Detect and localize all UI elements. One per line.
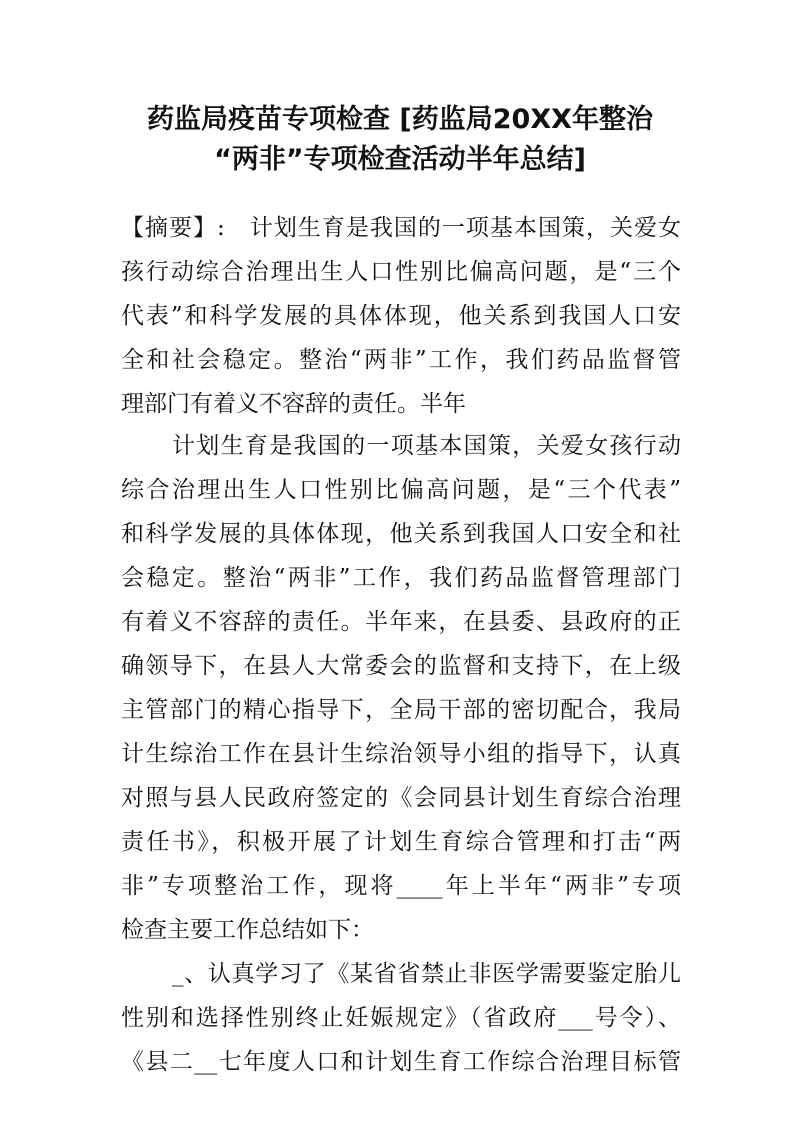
paragraph-line: 《县二__七年度人口和计划生育工作综合治理目标管 [121,1049,681,1075]
paragraph-line: 非”专项整治工作，现将____年上半年“两非”专项 [121,873,681,899]
paragraph-line: 责任书》，积极开展了计划生育综合管理和打击“两 [121,829,681,855]
paragraph-line: 确领导下，在县人大常委会的监督和支持下，在上级 [121,653,681,679]
paragraph-line: 性别和选择性别终止妊娠规定》（省政府___号令）、 [121,1005,681,1031]
abstract-line: 理部门有着义不容辞的责任。半年 [121,391,466,417]
paragraph-line: 有着义不容辞的责任。半年来，在县委、县政府的正 [121,609,681,635]
paragraph-line: 计生综治工作在县计生综治领导小组的指导下，认真 [121,741,681,767]
paragraph-line: 会稳定。整治“两非”工作，我们药品监督管理部门 [121,565,681,591]
paragraph-line: 检查主要工作总结如下： [121,917,374,943]
paragraph-line: 主管部门的精心指导下，全局干部的密切配合，我局 [121,697,681,723]
abstract-line: 代表”和科学发展的具体体现，他关系到我国人口安 [121,303,681,329]
paragraph-line: 综合治理出生人口性别比偏高问题，是“三个代表” [121,477,681,503]
paragraph-line: _、认真学习了《某省省禁止非医学需要鉴定胎儿 [172,961,681,987]
document-title-line-2: “两非”专项检查活动半年总结] [214,144,586,175]
abstract-line: 【摘要】: 计划生育是我国的一项基本国策，关爱女 [121,215,681,241]
paragraph-line: 对照与县人民政府签定的《会同县计划生育综合治理 [121,785,681,811]
abstract-line: 孩行动综合治理出生人口性别比偏高问题，是“三个 [121,259,681,285]
paragraph-line: 计划生育是我国的一项基本国策，关爱女孩行动 [172,433,681,459]
document-title-line-1: 药监局疫苗专项检查 [药监局20XX年整治 [147,104,653,135]
paragraph-line: 和科学发展的具体体现，他关系到我国人口安全和社 [121,521,681,547]
abstract-line: 全和社会稳定。整治“两非”工作，我们药品监督管 [121,347,681,373]
